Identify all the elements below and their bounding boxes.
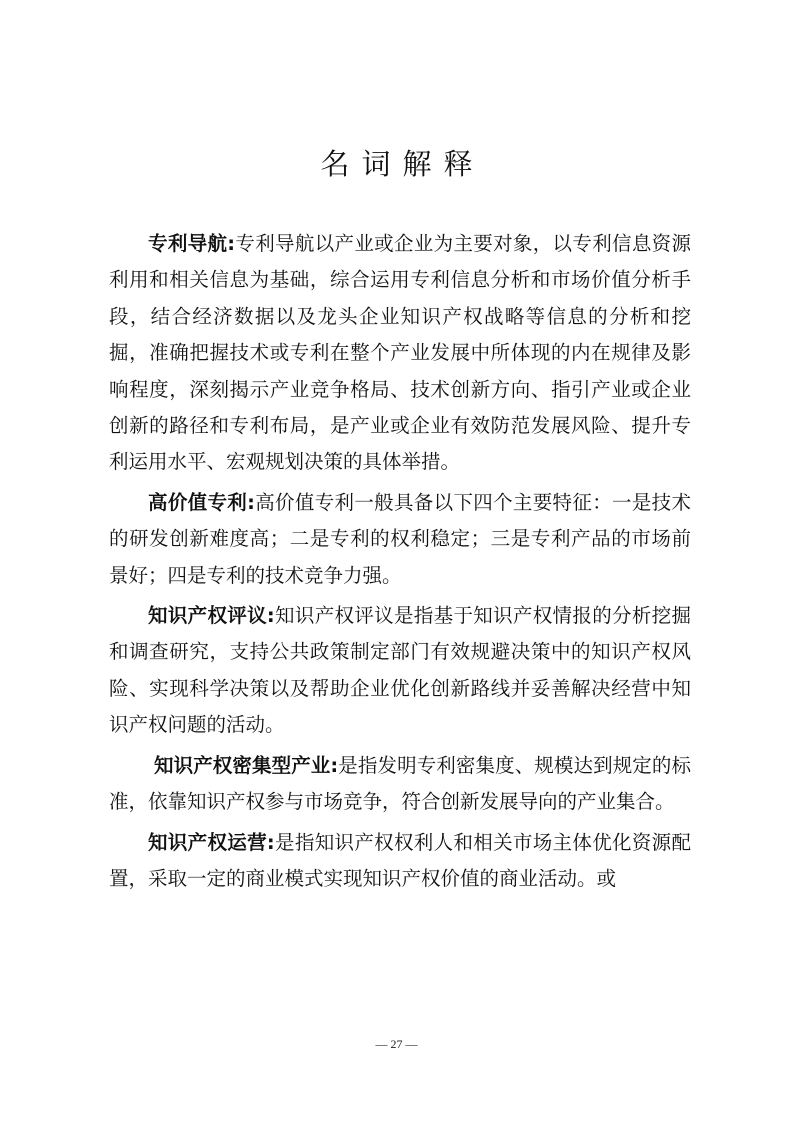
page-number: — 27 — <box>375 1037 418 1051</box>
glossary-entry-high-value-patent <box>109 485 691 594</box>
glossary-entry-ip-operation <box>109 825 691 898</box>
entry-term: 专利导航: <box>148 232 236 255</box>
entry-term: 高价值专利: <box>148 490 255 514</box>
entry-text: 专利导航以产业或企业为主要对象，以专利信息资源利用和相关信息为基础，综合运用专利信息分析和市场价值分析手段，结合经济数据以及龙头企业知识产权战略等信息的分析和挖掘，准确把握技术或专利在整个产业发展中所体现的内在规律及影响程度，深刻揭示产业竞争格局、技术创新方向、指引产业或企业创新的路径和专利布局，是产业或企业有效防范发展风险、提升专利运用水平、宏观规划决策的具体举措。 <box>109 232 691 474</box>
entry-text: 是指知识产权权利人和相关市场主体优化资源配置，采取一定的商业模式实现知识产权价值的商业活动。或 <box>109 830 691 890</box>
entry-text: 高价值专利一般具备以下四个主要特征：一是技术的研发创新难度高；二是专利的权利稳定；三是专利产品的市场前景好；四是专利的技术竞争力强。 <box>109 490 691 587</box>
entry-term: 知识产权评议: <box>148 604 275 628</box>
glossary-body <box>109 226 691 901</box>
entry-term: 知识产权密集型产业: <box>154 753 339 777</box>
entry-text: 是指发明专利密集度、规模达到规定的标准，依靠知识产权参与市场竞争，符合创新发展导向的产业集合。 <box>109 753 691 814</box>
page-title: 名词解释 <box>320 147 485 181</box>
glossary-entry-ip-intensive-industry <box>109 748 691 821</box>
entry-text: 知识产权评议是指基于知识产权情报的分析挖掘和调查研究，支持公共政策制定部门有效规避决策中的知识产权风险、实现科学决策以及帮助企业优化创新路线并妥善解决经营中知识产权问题的活动。 <box>109 604 691 737</box>
entry-term: 知识产权运营: <box>148 830 275 854</box>
glossary-entry-ip-evaluation <box>109 598 691 744</box>
glossary-entry-patent-navigation <box>109 226 691 481</box>
